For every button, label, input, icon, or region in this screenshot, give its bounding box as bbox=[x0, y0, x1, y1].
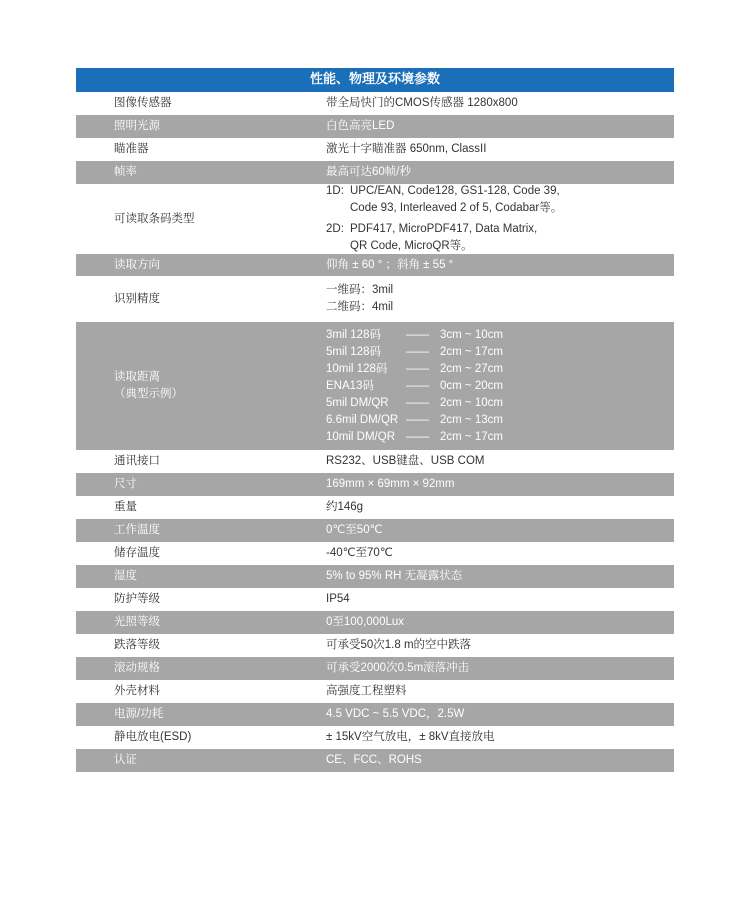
row-image-sensor bbox=[76, 92, 674, 115]
row-value: 0至100,000Lux bbox=[326, 616, 405, 628]
distance-item-range: 0cm ~ 20cm bbox=[440, 379, 503, 392]
distance-item-dash: —— bbox=[406, 430, 429, 443]
distance-item-dash: —— bbox=[406, 396, 429, 409]
row-label: 工作温度 bbox=[114, 524, 160, 536]
spec-row bbox=[76, 496, 674, 519]
spec-row bbox=[76, 657, 674, 680]
spec-row bbox=[76, 703, 674, 726]
symbology-1d-line2: Code 93, Interleaved 2 of 5, Codabar等。 bbox=[350, 202, 563, 214]
distance-item-range: 2cm ~ 10cm bbox=[440, 396, 503, 409]
spec-table bbox=[76, 68, 674, 772]
row-label: 重量 bbox=[114, 501, 137, 513]
row-label: 湿度 bbox=[114, 570, 137, 582]
spec-row bbox=[76, 565, 674, 588]
row-label: 防护等级 bbox=[114, 593, 160, 605]
spec-row bbox=[76, 680, 674, 703]
distance-item bbox=[326, 344, 674, 361]
spec-row bbox=[76, 519, 674, 542]
row-value: 激光十字瞄准器 650nm, ClassII bbox=[326, 143, 487, 155]
row-illumination bbox=[76, 115, 674, 138]
row-frame-rate bbox=[76, 161, 674, 184]
row-value: IP54 bbox=[326, 593, 350, 605]
distance-item-code: 3mil 128码 bbox=[326, 328, 381, 341]
row-label: 图像传感器 bbox=[114, 97, 172, 109]
row-label: 可读取条码类型 bbox=[114, 212, 195, 225]
distance-item-code: 5mil DM/QR bbox=[326, 396, 389, 409]
distance-item-dash: —— bbox=[406, 362, 429, 375]
row-value: CE、FCC、ROHS bbox=[326, 754, 422, 766]
row-label: 帧率 bbox=[114, 166, 137, 178]
symbology-2d-line2: QR Code, MicroQR等。 bbox=[350, 240, 473, 252]
row-label: 滚动规格 bbox=[114, 662, 160, 674]
row-label: 尺寸 bbox=[114, 478, 137, 490]
row-label: 静电放电(ESD) bbox=[114, 731, 192, 743]
distance-sublabel: （典型示例） bbox=[114, 388, 183, 400]
row-label: 储存温度 bbox=[114, 547, 160, 559]
symbology-2d bbox=[326, 221, 674, 255]
row-symbologies bbox=[76, 184, 674, 254]
row-value: 可承受50次1.8 m的空中跌落 bbox=[326, 639, 472, 651]
row-value: 仰角 ± 60 ° ；斜角 ± 55 ° bbox=[326, 258, 454, 271]
row-precision bbox=[76, 276, 674, 322]
row-value: -40℃至70℃ bbox=[326, 547, 393, 559]
distance-item-dash: —— bbox=[406, 345, 429, 358]
row-label: 认证 bbox=[114, 754, 137, 766]
symbology-1d-prefix: 1D: bbox=[326, 185, 344, 197]
row-label: 光照等级 bbox=[114, 616, 160, 628]
distance-item bbox=[326, 395, 674, 412]
distance-item bbox=[326, 412, 674, 429]
distance-item bbox=[326, 327, 674, 344]
distance-item-dash: —— bbox=[406, 379, 429, 392]
spec-row bbox=[76, 726, 674, 749]
distance-item bbox=[326, 378, 674, 395]
row-value: 高强度工程塑料 bbox=[326, 685, 407, 697]
row-read-angle bbox=[76, 254, 674, 276]
row-value: 4.5 VDC ~ 5.5 VDC，2.5W bbox=[326, 708, 465, 720]
row-value: ± 15kV空气放电，± 8kV直接放电 bbox=[326, 731, 495, 743]
row-read-distance bbox=[76, 322, 674, 450]
distance-item-code: ENA13码 bbox=[326, 379, 374, 392]
row-value: 约146g bbox=[326, 501, 364, 513]
row-value: 白色高亮LED bbox=[326, 120, 395, 132]
row-value: 可承受2000次0.5m滚落冲击 bbox=[326, 662, 470, 674]
row-label: 瞄准器 bbox=[114, 143, 149, 155]
row-label: 照明光源 bbox=[114, 120, 160, 132]
precision-1d: 一维码：3mil bbox=[326, 284, 394, 296]
spec-row bbox=[76, 588, 674, 611]
distance-item-dash: —— bbox=[406, 413, 429, 426]
distance-label: 读取距离 bbox=[114, 371, 160, 383]
row-label: 电源/功耗 bbox=[114, 708, 164, 720]
spec-row bbox=[76, 749, 674, 772]
distance-item-dash: —— bbox=[406, 328, 429, 341]
row-value: 5% to 95% RH 无凝露状态 bbox=[326, 570, 463, 582]
distance-item-code: 5mil 128码 bbox=[326, 345, 381, 358]
row-value: 带全局快门的CMOS传感器 1280x800 bbox=[326, 97, 518, 109]
distance-item-range: 2cm ~ 13cm bbox=[440, 413, 503, 426]
table-title: 性能、物理及环境参数 bbox=[76, 68, 674, 92]
spec-row bbox=[76, 450, 674, 473]
row-label: 读取方向 bbox=[114, 258, 160, 271]
row-value: 最高可达60帧/秒 bbox=[326, 166, 411, 178]
row-label: 跌落等级 bbox=[114, 639, 160, 651]
symbology-1d-line1: UPC/EAN, Code128, GS1-128, Code 39, bbox=[350, 185, 560, 197]
row-value: RS232、USB键盘、USB COM bbox=[326, 455, 485, 467]
precision-2d: 二维码：4mil bbox=[326, 301, 394, 313]
row-label: 通讯接口 bbox=[114, 455, 160, 467]
symbology-2d-line1: PDF417, MicroPDF417, Data Matrix, bbox=[350, 223, 538, 235]
distance-item-code: 10mil 128码 bbox=[326, 362, 388, 375]
row-label: 识别精度 bbox=[114, 292, 160, 305]
simple-rows bbox=[76, 450, 674, 772]
distance-item-code: 10mil DM/QR bbox=[326, 430, 396, 443]
distance-item-range: 2cm ~ 27cm bbox=[440, 362, 503, 375]
spec-row bbox=[76, 473, 674, 496]
spec-row bbox=[76, 634, 674, 657]
distance-list bbox=[326, 322, 674, 450]
distance-item-range: 3cm ~ 10cm bbox=[440, 328, 503, 341]
row-value: 0℃至50℃ bbox=[326, 524, 383, 536]
symbology-2d-prefix: 2D: bbox=[326, 223, 344, 235]
distance-item-range: 2cm ~ 17cm bbox=[440, 430, 503, 443]
row-label: 外壳材料 bbox=[114, 685, 160, 697]
row-value: 169mm × 69mm × 92mm bbox=[326, 478, 455, 490]
distance-item-code: 6.6mil DM/QR bbox=[326, 413, 399, 426]
distance-item-range: 2cm ~ 17cm bbox=[440, 345, 503, 358]
row-aimer bbox=[76, 138, 674, 161]
spec-row bbox=[76, 611, 674, 634]
spec-row bbox=[76, 542, 674, 565]
distance-item bbox=[326, 429, 674, 446]
distance-item bbox=[326, 361, 674, 378]
symbology-1d bbox=[326, 183, 674, 217]
